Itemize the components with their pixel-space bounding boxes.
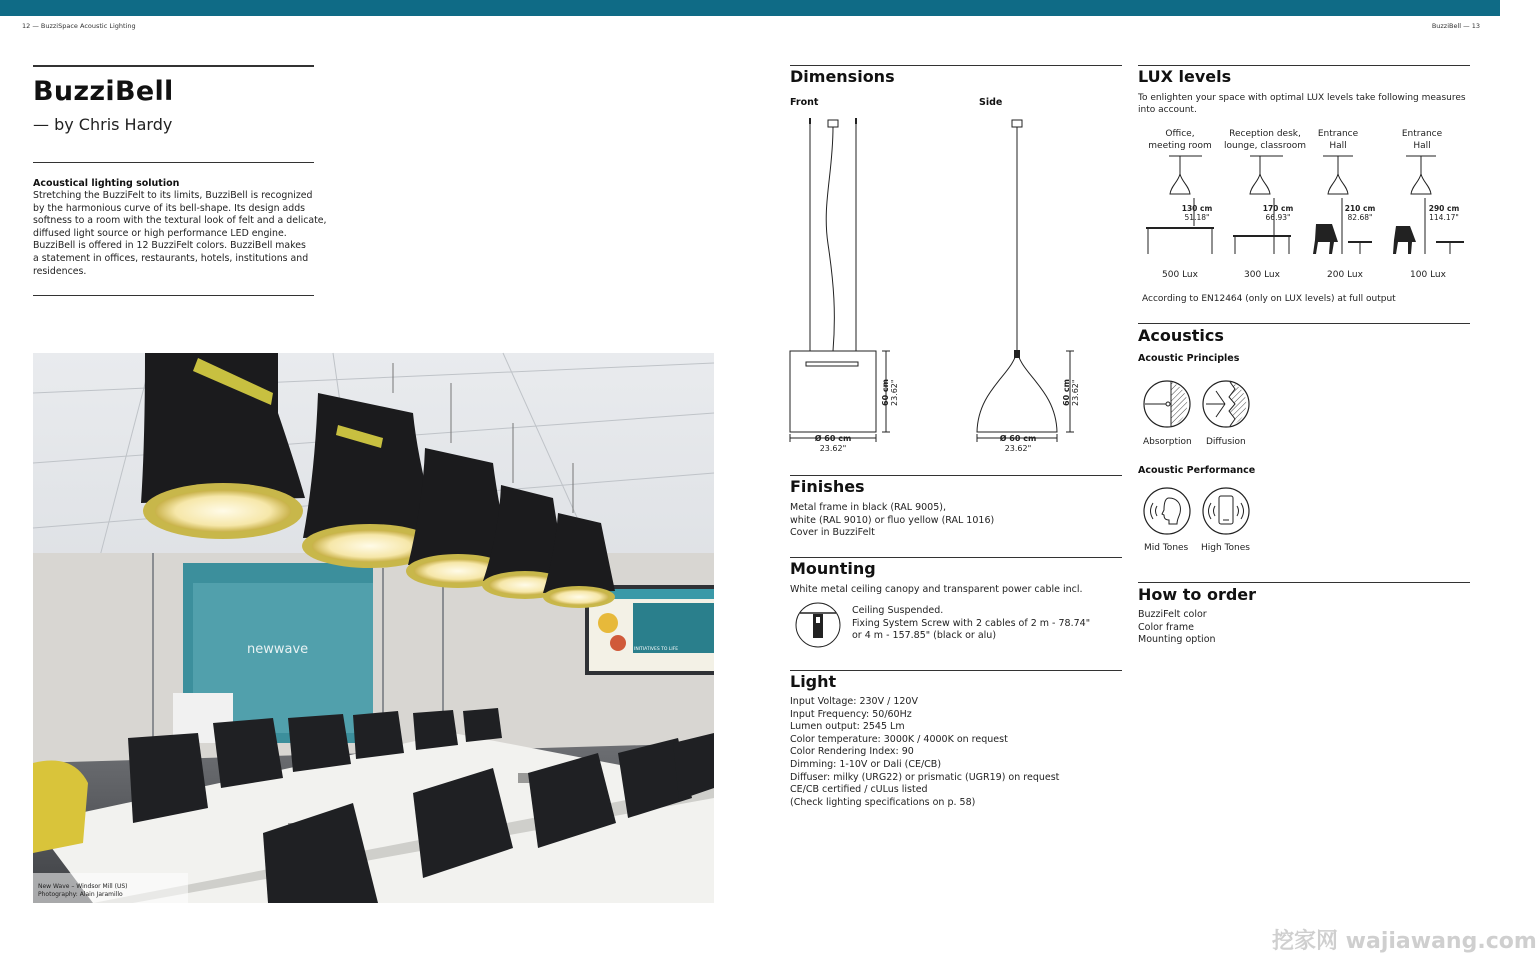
lux-col-reception-label — [1220, 128, 1310, 152]
mounting-line: or 4 m - 157.85" (black or alu) — [852, 630, 997, 642]
finishes-rule — [790, 475, 1122, 476]
product-title: BuzziBell — [33, 76, 174, 107]
designer-byline: — by Chris Hardy — [33, 115, 173, 134]
lux-col-label-line: Office, — [1165, 129, 1195, 139]
light-spec-line: Input Voltage: 230V / 120V — [790, 696, 918, 707]
product-photo — [33, 353, 714, 903]
finishes-line: Metal frame in black (RAL 9005), — [790, 502, 946, 513]
light-spec-line: Color temperature: 3000K / 4000K on request — [790, 733, 1008, 745]
intro-line: Stretching the BuzziFelt to its limits, BuzziBell is recognized — [33, 190, 313, 201]
mounting-rule — [790, 557, 1122, 558]
lux-col-entrance-label — [1310, 128, 1366, 152]
light-spec-line: Input Frequency: 50/60Hz — [790, 708, 912, 720]
mounting-line: Ceiling Suspended. — [852, 605, 944, 616]
order-rule — [1138, 582, 1470, 583]
acoustics-heading: Acoustics — [1138, 326, 1224, 345]
light-spec-line: Dimming: 1-10V or Dali (CE/CB) — [790, 758, 942, 770]
intro-bottom-rule — [33, 295, 314, 296]
lux-height-in: 114.17" — [1429, 212, 1459, 222]
order-line: Mounting option — [1138, 634, 1216, 646]
order-line: BuzziFelt color — [1138, 609, 1207, 620]
ceiling-mount-icon — [794, 601, 842, 649]
light-heading: Light — [790, 672, 837, 691]
lux-height-cm: 130 cm — [1181, 204, 1213, 213]
lux-col-office-label — [1140, 128, 1220, 152]
lux-value-4: 100 Lux — [1410, 270, 1446, 280]
intro-line: a statement in offices, restaurants, hotels, institutions and — [33, 252, 309, 264]
side-label: Side — [979, 97, 1003, 108]
screen-text: INITIATIVES TO LIFE — [634, 647, 679, 652]
intro-line: BuzziBell is offered in 12 BuzziFelt colors. BuzziBell makes — [33, 240, 306, 252]
lux-height-2 — [1261, 205, 1295, 222]
lux-heading: LUX levels — [1138, 67, 1232, 86]
front-dimension-drawing — [786, 114, 906, 459]
front-height-text — [881, 379, 899, 406]
absorption-icon — [1142, 379, 1192, 429]
mounting-line: Fixing System Screw with 2 cables of 2 m - 78.74" — [852, 617, 1091, 629]
lux-height-4 — [1426, 205, 1462, 222]
lux-col-label-line: Entrance — [1317, 129, 1359, 139]
front-diameter-cm: Ø 60 cm — [814, 434, 852, 443]
title-top-rule — [33, 65, 314, 67]
side-diameter-cm: Ø 60 cm — [999, 434, 1037, 443]
light-specs — [790, 696, 1059, 809]
mounting-heading: Mounting — [790, 559, 876, 578]
lux-col-label-line: Reception desk, — [1229, 129, 1301, 139]
high-tones-icon — [1201, 486, 1251, 536]
lux-height-cm: 170 cm — [1262, 204, 1294, 213]
finishes-heading: Finishes — [790, 477, 865, 496]
lux-col-label-line: meeting room — [1148, 141, 1212, 151]
side-height-text — [1062, 379, 1080, 406]
lux-rule — [1138, 65, 1470, 66]
acoustic-principles-heading: Acoustic Principles — [1138, 353, 1240, 364]
lux-value-1: 500 Lux — [1162, 270, 1198, 280]
side-height-in: 23.62" — [1071, 379, 1080, 406]
front-diameter-in: 23.62" — [819, 444, 847, 453]
finishes-line: Cover in BuzziFelt — [790, 527, 875, 539]
lux-value-2: 300 Lux — [1244, 270, 1280, 280]
light-spec-line: Color Rendering Index: 90 — [790, 746, 914, 758]
side-height-cm: 60 cm — [1062, 379, 1071, 406]
finishes-text — [790, 502, 994, 540]
side-diameter-text — [977, 434, 1059, 454]
lux-intro-line: To enlighten your space with optimal LUX levels take following measures — [1138, 93, 1466, 103]
light-spec-line: CE/CB certified / cULus listed — [790, 784, 928, 796]
lux-col-label-line: Hall — [1413, 141, 1431, 151]
mid-tones-icon — [1142, 486, 1192, 536]
wall-logo: newwave — [247, 642, 309, 657]
front-height-in: 23.62" — [890, 379, 899, 406]
dimensions-heading: Dimensions — [790, 67, 895, 86]
mounting-details — [852, 605, 1090, 643]
photo-caption-location: New Wave – Windsor Mill (US) — [38, 883, 128, 890]
front-label: Front — [790, 97, 819, 108]
acoustics-rule — [1138, 323, 1470, 324]
intro-line: diffused light source or high performance LED engine. — [33, 227, 287, 239]
conference-room-photo — [33, 353, 714, 903]
lux-height-in: 82.68" — [1347, 212, 1373, 222]
light-rule — [790, 670, 1122, 671]
watermark: 挖家网 wajiawang.com — [1272, 929, 1537, 954]
lux-height-3 — [1343, 205, 1377, 222]
lux-height-cm: 210 cm — [1344, 204, 1376, 213]
right-page-folio: BuzziBell — 13 — [1431, 22, 1480, 30]
lux-col-label-line: Entrance — [1401, 129, 1443, 139]
diffusion-icon — [1201, 379, 1251, 429]
finishes-line: white (RAL 9010) or fluo yellow (RAL 1016) — [790, 514, 995, 526]
dimensions-rule — [790, 65, 1122, 66]
intro-line: softness to a room with the textural look of felt and a delicate, — [33, 215, 327, 227]
order-line: Color frame — [1138, 621, 1194, 633]
title-bottom-rule — [33, 162, 314, 163]
lux-intro — [1138, 92, 1466, 116]
lux-height-1 — [1180, 205, 1214, 222]
light-spec-line: Diffuser: milky (URG22) or prismatic (UGR19) on request — [790, 771, 1060, 783]
order-list — [1138, 609, 1216, 647]
front-diameter-text — [790, 434, 876, 454]
mounting-intro: White metal ceiling canopy and transparent power cable incl. — [790, 584, 1083, 595]
intro-block — [33, 178, 327, 278]
intro-line: by the harmonious curve of its bell-shape. Its design adds — [33, 202, 306, 214]
order-heading: How to order — [1138, 585, 1257, 604]
top-color-bar — [0, 0, 1500, 16]
light-spec-line: Lumen output: 2545 Lm — [790, 721, 905, 733]
side-diameter-in: 23.62" — [1004, 444, 1032, 453]
intro-line: residences. — [33, 265, 87, 277]
lux-height-cm: 290 cm — [1428, 204, 1460, 213]
light-spec-line: (Check lighting specifications on p. 58) — [790, 796, 976, 808]
diffusion-label: Diffusion — [1206, 437, 1246, 447]
lux-value-3: 200 Lux — [1327, 270, 1363, 280]
mid-tones-label: Mid Tones — [1144, 543, 1189, 553]
lux-height-in: 66.93" — [1265, 212, 1291, 222]
intro-heading: Acoustical lighting solution — [33, 178, 180, 189]
acoustic-performance-heading: Acoustic Performance — [1138, 465, 1256, 476]
lux-col-label-line: lounge, classroom — [1223, 141, 1306, 151]
lux-height-in: 51.18" — [1184, 212, 1210, 222]
lux-norm-note: According to EN12464 (only on LUX levels) at full output — [1142, 294, 1396, 304]
high-tones-label: High Tones — [1201, 543, 1250, 553]
photo-caption — [38, 883, 128, 898]
photo-caption-credit: Photography: Alain Jaramillo — [38, 890, 123, 898]
absorption-label: Absorption — [1143, 437, 1192, 447]
side-dimension-drawing — [974, 114, 1084, 459]
lux-col-label-line: Hall — [1329, 141, 1347, 151]
front-height-cm: 60 cm — [881, 379, 890, 406]
lux-col-entrance2-label — [1392, 128, 1452, 152]
lux-intro-line: into account. — [1138, 105, 1197, 115]
left-page-folio: 12 — BuzziSpace Acoustic Lighting — [22, 22, 136, 30]
